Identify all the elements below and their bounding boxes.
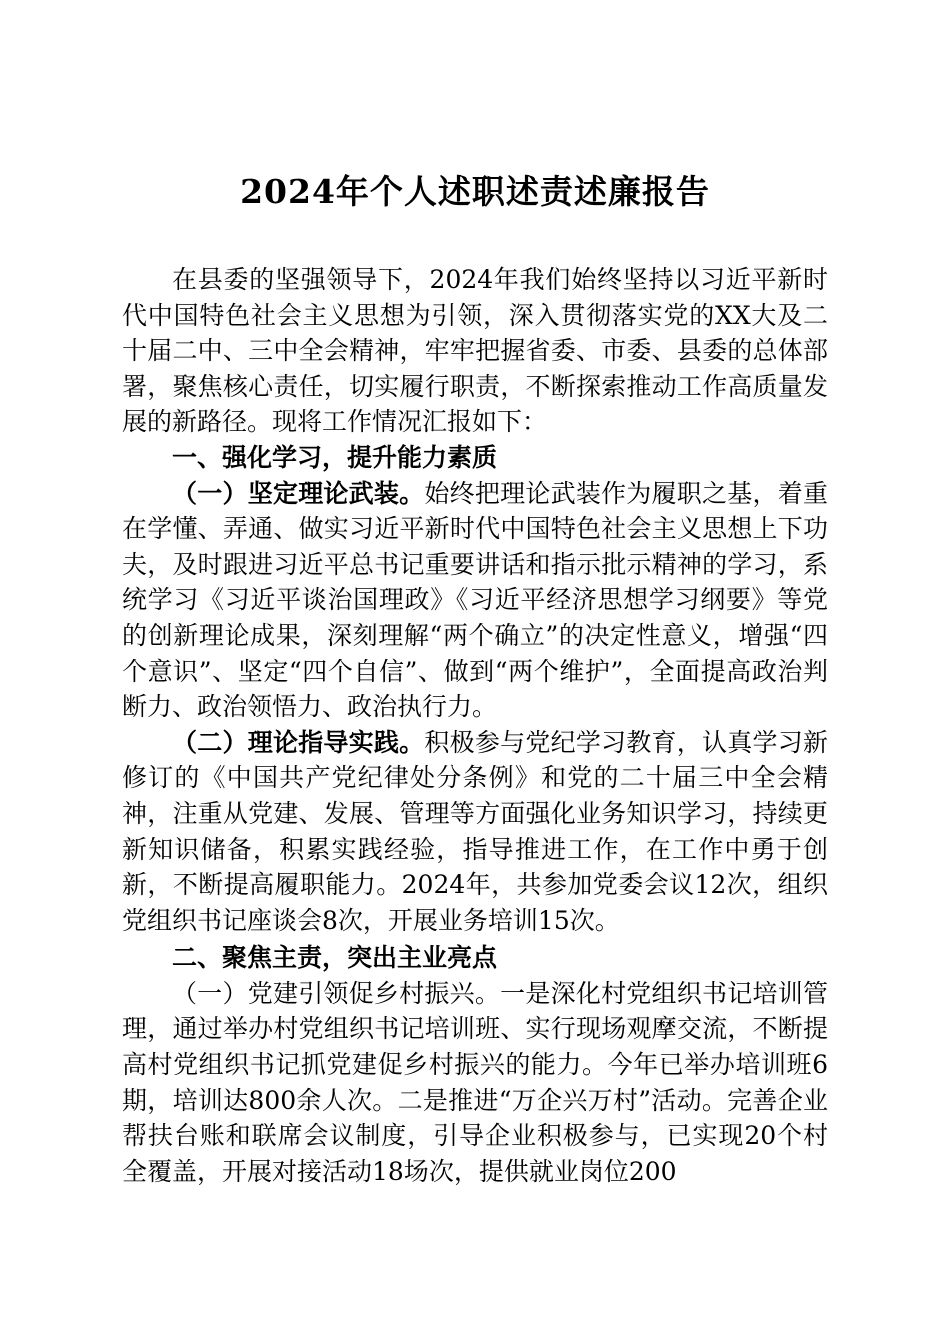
document-title: 2024年个人述职述责述廉报告: [240, 172, 710, 211]
document-page: [122, 168, 828, 1189]
paragraph-lead: （一）坚定理论武装。: [172, 478, 425, 508]
section1-paragraph-1: [122, 476, 828, 725]
section-heading-1: 一、强化学习，提升能力素质: [172, 442, 498, 472]
section-heading-2: 二、聚焦主责，突出主业亮点: [172, 943, 498, 973]
paragraph-body: 积极参与党纪学习教育，认真学习新修订的《中国共产党纪律处分条例》和党的二十届三中全会精神，注重从党建、发展、管理等方面强化业务知识学习，持续更新知识储备，积累实践经验，指导推进工作，在工作中勇于创新，不断提高履职能力。2024年，共参加党委会议12次，组织党组织书记座谈会8次，开展业务培训15次。: [122, 727, 828, 935]
section2-paragraph-1: （一）党建引领促乡村振兴。一是深化村党组织书记培训管理，通过举办村党组织书记培训班、实行现场观摩交流，不断提高村党组织书记抓党建促乡村振兴的能力。今年已举办培训班6期，培训达800余人次。二是推进“万企兴万村”活动。完善企业帮扶台账和联席会议制度，引导企业积极参与，已实现20个村全覆盖，开展对接活动18场次，提供就业岗位200: [122, 978, 828, 1186]
paragraph-lead: （二）理论指导实践。: [172, 727, 425, 757]
section1-paragraph-2: [122, 725, 828, 939]
intro-paragraph: 在县委的坚强领导下，2024年我们始终坚持以习近平新时代中国特色社会主义思想为引领，深入贯彻落实党的XX大及二十届二中、三中全会精神，牢牢把握省委、市委、县委的总体部署，聚焦核心责任，切实履行职责，不断探索推动工作高质量发展的新路径。现将工作情况汇报如下：: [122, 265, 828, 437]
paragraph-body: 始终把理论武装作为履职之基，着重在学懂、弄通、做实习近平新时代中国特色社会主义思想上下功夫，及时跟进习近平总书记重要讲话和指示批示精神的学习，系统学习《习近平谈治国理政》《习近平经济思想学习纲要》等党的创新理论成果，深刻理解“两个确立”的决定性意义，增强“四个意识”、坚定“四个自信”、做到“两个维护”，全面提高政治判断力、政治领悟力、政治执行力。: [122, 478, 828, 722]
